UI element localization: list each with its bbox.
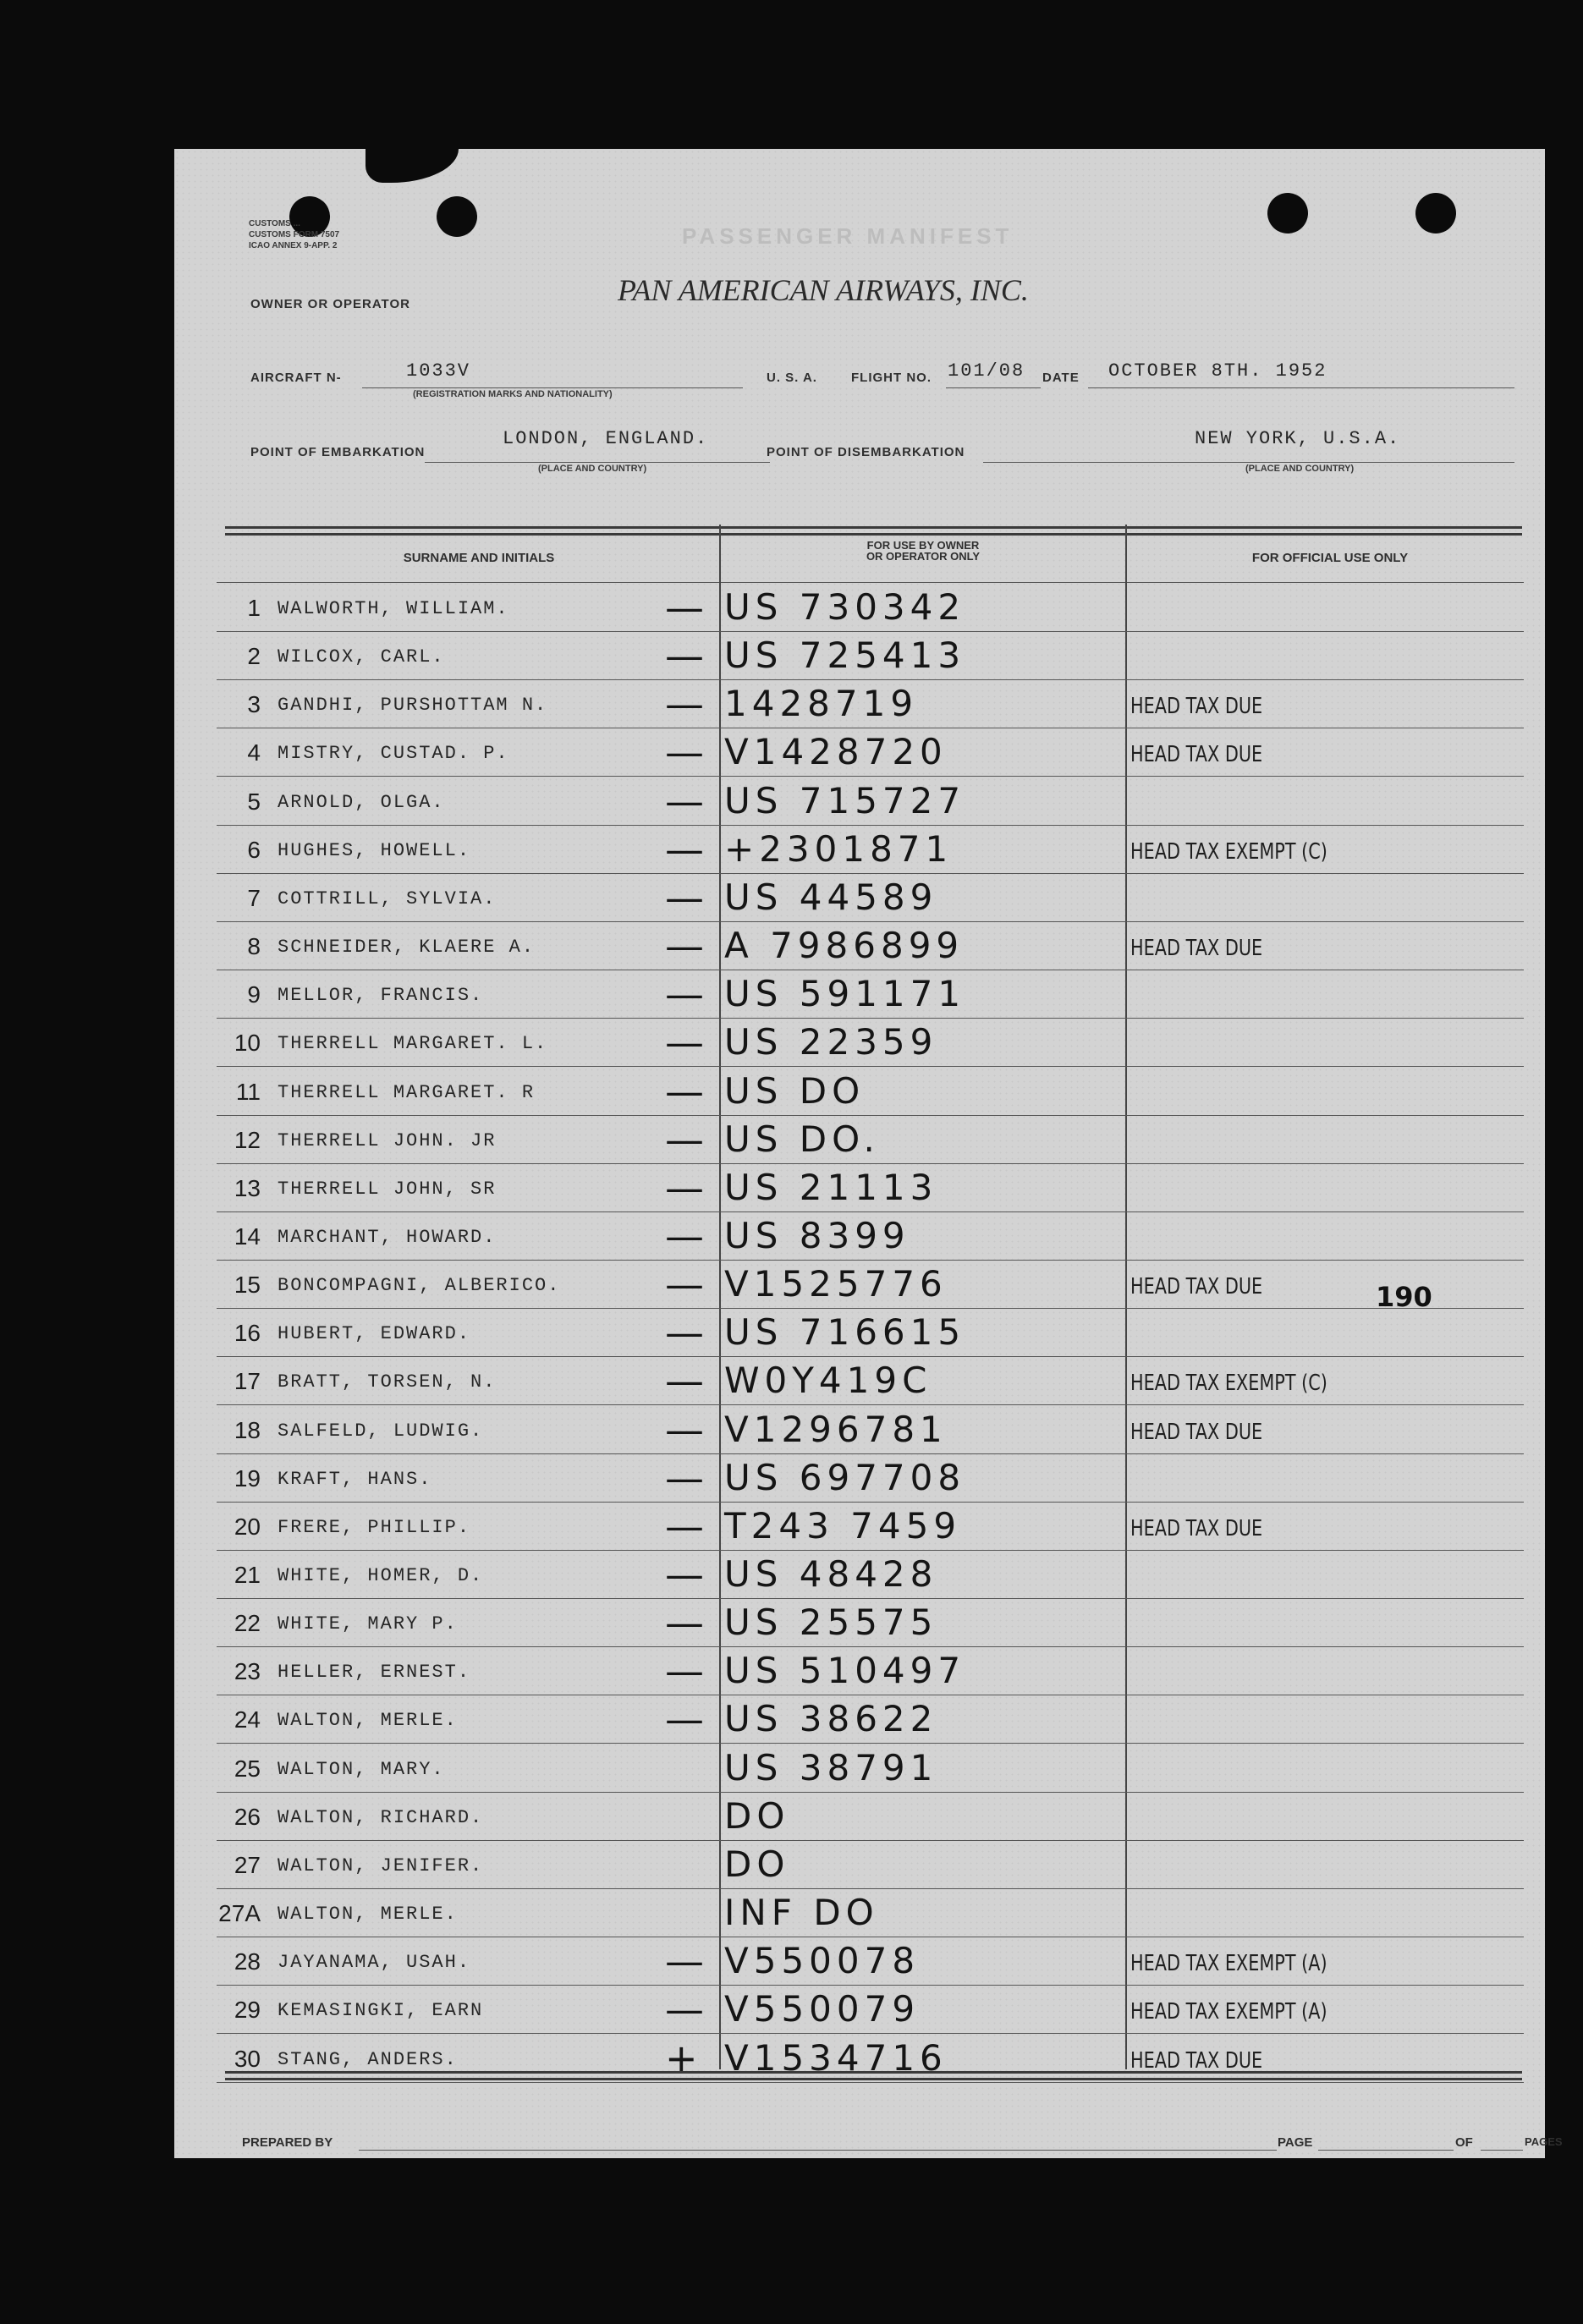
passport-number: V550078 xyxy=(724,1940,921,1982)
row-number: 6 xyxy=(247,836,261,863)
table-row xyxy=(217,728,1524,777)
row-number: 23 xyxy=(234,1658,261,1685)
aircraft-value: 1033V xyxy=(406,360,471,382)
handwritten-check-mark: — xyxy=(665,777,704,824)
table-row xyxy=(217,583,1524,632)
form-title: PASSENGER MANIFEST xyxy=(682,223,1014,249)
passenger-name: WHITE, MARY P. xyxy=(278,1613,458,1635)
passenger-name: THERRELL MARGARET. R xyxy=(278,1081,536,1103)
row-number: 20 xyxy=(234,1513,261,1540)
date-label: DATE xyxy=(1042,371,1080,385)
registration-caption: (REGISTRATION MARKS AND NATIONALITY) xyxy=(413,389,613,399)
passport-number: V1296781 xyxy=(724,1408,948,1450)
col-header-owner-use-line1: FOR USE BY OWNER xyxy=(866,539,980,552)
form-ref-line2: CUSTOMS FORM 7507 xyxy=(249,230,340,239)
table-row xyxy=(217,970,1524,1019)
passenger-name: WALWORTH, WILLIAM. xyxy=(278,598,509,619)
passport-number: US 38622 xyxy=(724,1698,938,1740)
handwritten-check-mark: — xyxy=(665,1454,704,1501)
table-row xyxy=(217,777,1524,826)
embarkation-caption: (PLACE AND COUNTRY) xyxy=(538,464,647,474)
row-number: 18 xyxy=(234,1416,261,1443)
table-row xyxy=(217,1018,1524,1067)
passenger-name: THERRELL JOHN. JR xyxy=(278,1129,497,1151)
flight-line xyxy=(946,387,1041,388)
passport-number: T243 7459 xyxy=(724,1504,962,1547)
handwritten-check-mark: — xyxy=(665,1648,704,1695)
row-number: 27 xyxy=(234,1851,261,1878)
passenger-name: HUGHES, HOWELL. xyxy=(278,839,471,861)
row-number: 17 xyxy=(234,1368,261,1395)
passport-number: US 716615 xyxy=(724,1311,966,1354)
official-note: HEAD TAX EXEMPT (C) xyxy=(1130,1371,1327,1397)
col-header-official: FOR OFFICIAL USE ONLY xyxy=(1251,551,1409,565)
handwritten-check-mark: — xyxy=(665,1164,704,1211)
row-number: 11 xyxy=(235,1078,261,1105)
passport-number: US 21113 xyxy=(724,1166,938,1208)
passport-number: US 697708 xyxy=(724,1456,966,1498)
passenger-name: STANG, ANDERS. xyxy=(278,2048,458,2070)
flight-value: 101/08 xyxy=(948,360,1025,382)
handwritten-check-mark: — xyxy=(665,1261,704,1308)
table-row xyxy=(217,1888,1524,1937)
passport-number: +2301871 xyxy=(724,827,954,870)
passport-number: DO xyxy=(724,1794,790,1837)
handwritten-check-mark: — xyxy=(665,874,704,920)
passport-number: US DO xyxy=(724,1069,866,1112)
row-number: 9 xyxy=(247,981,261,1008)
passenger-name: KEMASINGKI, EARN xyxy=(278,2000,484,2022)
table-row xyxy=(217,1598,1524,1647)
table-row xyxy=(217,1937,1524,1986)
date-line xyxy=(1088,387,1514,388)
col-header-owner-use-line2: OR OPERATOR ONLY xyxy=(866,550,981,563)
handwritten-check-mark: — xyxy=(665,1696,704,1743)
table-row xyxy=(217,1695,1524,1744)
prepared-by-label: PREPARED BY xyxy=(242,2135,333,2150)
page-label: PAGE xyxy=(1278,2135,1313,2150)
passenger-name: HELLER, ERNEST. xyxy=(278,1662,471,1684)
handwritten-check-mark: — xyxy=(665,585,704,630)
row-number: 25 xyxy=(234,1755,261,1782)
table-row xyxy=(217,1211,1524,1261)
passenger-name: WHITE, HOMER, D. xyxy=(278,1565,484,1586)
passenger-name: THERRELL JOHN, SR xyxy=(278,1178,497,1200)
table-row xyxy=(217,1646,1524,1695)
row-number: 5 xyxy=(247,788,261,815)
handwritten-check-mark: — xyxy=(665,1938,704,1985)
row-number: 2 xyxy=(247,643,261,670)
disembarkation-line xyxy=(983,462,1514,463)
punch-hole-far-right xyxy=(1415,193,1456,233)
passport-number: A 7986899 xyxy=(724,925,965,967)
official-note: HEAD TAX DUE xyxy=(1130,742,1263,768)
table-row xyxy=(217,1453,1524,1503)
passenger-name: THERRELL MARGARET. L. xyxy=(278,1033,548,1055)
row-number: 28 xyxy=(234,1948,261,1975)
row-number: 14 xyxy=(234,1222,261,1250)
handwritten-check-mark: — xyxy=(665,1019,704,1066)
airline-name: PAN AMERICAN AIRWAYS, INC. xyxy=(618,273,1029,307)
official-note: HEAD TAX DUE xyxy=(1130,1274,1263,1300)
row-number: 1 xyxy=(247,595,261,621)
handwritten-check-mark: — xyxy=(665,826,704,872)
usa-label: U. S. A. xyxy=(767,371,817,385)
row-number: 3 xyxy=(247,691,261,718)
table-row xyxy=(217,1067,1524,1116)
row-number: 26 xyxy=(234,1803,261,1830)
handwritten-check-mark: — xyxy=(665,1600,704,1646)
page-line xyxy=(1318,2150,1454,2151)
handwritten-check-mark: — xyxy=(665,729,704,776)
passport-number: INF DO xyxy=(724,1892,879,1934)
official-note: HEAD TAX EXEMPT (C) xyxy=(1130,838,1327,865)
of-label: OF xyxy=(1455,2135,1473,2150)
passport-number: V1534716 xyxy=(724,2036,948,2079)
passenger-name: WILCOX, CARL. xyxy=(278,646,445,668)
handwritten-check-mark: — xyxy=(665,633,704,679)
passenger-name: SCHNEIDER, KLAERE A. xyxy=(278,937,536,959)
passport-number: US 591171 xyxy=(724,973,966,1015)
date-value: OCTOBER 8TH. 1952 xyxy=(1108,360,1327,382)
embarkation-label: POINT OF EMBARKATION xyxy=(250,445,426,459)
row-number: 16 xyxy=(234,1320,261,1347)
row-number: 4 xyxy=(247,739,261,766)
table-row xyxy=(217,1840,1524,1889)
passport-number: V1428720 xyxy=(724,731,948,773)
aircraft-label: AIRCRAFT N- xyxy=(250,371,342,385)
passport-number: US 48428 xyxy=(724,1553,938,1595)
table-row xyxy=(217,1792,1524,1841)
embarkation-line xyxy=(425,462,770,463)
row-number: 30 xyxy=(234,2045,261,2072)
handwritten-check-mark: — xyxy=(665,1358,704,1404)
row-number: 12 xyxy=(234,1126,261,1153)
table-row xyxy=(217,1744,1524,1793)
passport-number: US 510497 xyxy=(724,1650,966,1692)
form-reference xyxy=(249,218,339,251)
official-note: HEAD TAX DUE xyxy=(1130,694,1263,720)
table-row xyxy=(217,1550,1524,1599)
passenger-name: BONCOMPAGNI, ALBERICO. xyxy=(278,1275,561,1297)
passport-number: US 44589 xyxy=(724,876,938,918)
passport-number: US 730342 xyxy=(724,586,966,628)
margin-note: 190 xyxy=(1376,1281,1432,1313)
official-note: HEAD TAX DUE xyxy=(1130,1419,1263,1445)
passport-number: US 38791 xyxy=(724,1746,938,1788)
table-top-rule xyxy=(225,526,1522,536)
col-header-surname: SURNAME AND INITIALS xyxy=(403,551,555,565)
embarkation-value: LONDON, ENGLAND. xyxy=(503,428,709,449)
table-row xyxy=(217,1356,1524,1405)
table-row xyxy=(217,921,1524,970)
disembarkation-caption: (PLACE AND COUNTRY) xyxy=(1245,464,1355,474)
row-number: 27A xyxy=(218,1900,261,1927)
pages-label: PAGES xyxy=(1525,2135,1563,2148)
handwritten-check-mark: — xyxy=(665,1212,704,1259)
passenger-name: BRATT, TORSEN, N. xyxy=(278,1371,497,1393)
table-row xyxy=(217,825,1524,874)
passport-number: 1428719 xyxy=(724,683,919,725)
table-bottom-rule xyxy=(225,2071,1522,2080)
punch-hole-right xyxy=(1267,193,1308,233)
row-number: 22 xyxy=(234,1610,261,1637)
passenger-name: WALTON, RICHARD. xyxy=(278,1806,484,1828)
row-number: 10 xyxy=(234,1030,261,1057)
row-number: 7 xyxy=(247,884,261,911)
official-note: HEAD TAX EXEMPT (A) xyxy=(1130,1951,1327,1977)
passenger-name: JAYANAMA, USAH. xyxy=(278,1952,471,1974)
handwritten-check-mark: — xyxy=(665,971,704,1018)
manifest-sheet xyxy=(174,149,1563,2158)
punch-hole-middle xyxy=(437,196,477,237)
passport-number: V550079 xyxy=(724,1988,921,2030)
passenger-name: MARCHANT, HOWARD. xyxy=(278,1226,497,1248)
handwritten-check-mark: — xyxy=(665,1552,704,1597)
passport-number: W0Y419C xyxy=(724,1360,932,1402)
passport-number: US 715727 xyxy=(724,779,966,821)
passenger-name: KRAFT, HANS. xyxy=(278,1468,432,1490)
handwritten-check-mark: — xyxy=(665,681,704,728)
table-row xyxy=(217,1985,1524,2034)
table-row xyxy=(217,1502,1524,1551)
official-note: HEAD TAX DUE xyxy=(1130,1515,1263,1541)
passport-number: US 725413 xyxy=(724,635,966,677)
disembarkation-label: POINT OF DISEMBARKATION xyxy=(767,445,965,459)
official-note: HEAD TAX DUE xyxy=(1130,2047,1263,2074)
passenger-name: WALTON, MERLE. xyxy=(278,1710,458,1732)
form-ref-line3: ICAO ANNEX 9-APP. 2 xyxy=(249,241,338,250)
passenger-name: HUBERT, EDWARD. xyxy=(278,1323,471,1345)
row-number: 19 xyxy=(234,1464,261,1492)
passenger-name: COTTRILL, SYLVIA. xyxy=(278,887,497,909)
passenger-name: ARNOLD, OLGA. xyxy=(278,791,445,813)
aircraft-line xyxy=(362,387,743,388)
handwritten-check-mark: — xyxy=(665,923,704,970)
handwritten-check-mark: — xyxy=(665,1406,704,1453)
table-row xyxy=(217,679,1524,728)
torn-corner xyxy=(366,149,459,183)
handwritten-check-mark: — xyxy=(665,1068,704,1114)
owner-operator-label: OWNER OR OPERATOR xyxy=(250,297,410,311)
handwritten-check-mark: — xyxy=(665,1116,704,1162)
passenger-name: SALFELD, LUDWIG. xyxy=(278,1420,484,1442)
passenger-name: GANDHI, PURSHOTTAM N. xyxy=(278,695,548,717)
table-row xyxy=(217,1308,1524,1357)
passenger-name: WALTON, MARY. xyxy=(278,1758,445,1780)
flight-label: FLIGHT NO. xyxy=(851,371,932,385)
passport-number: V1525776 xyxy=(724,1263,948,1305)
table-row xyxy=(217,631,1524,680)
row-number: 24 xyxy=(234,1706,261,1733)
handwritten-check-mark: — xyxy=(665,1503,704,1549)
table-row xyxy=(217,873,1524,922)
row-number: 8 xyxy=(247,933,261,960)
passport-number: US 8399 xyxy=(724,1214,910,1256)
row-number: 15 xyxy=(234,1272,261,1299)
disembarkation-value: NEW YORK, U.S.A. xyxy=(1195,428,1401,449)
table-row xyxy=(217,1260,1524,1309)
of-line xyxy=(1481,2150,1523,2151)
table-row xyxy=(217,1163,1524,1212)
passport-number: US 25575 xyxy=(724,1602,938,1644)
row-number: 29 xyxy=(234,1997,261,2024)
passenger-name: MISTRY, CUSTAD. P. xyxy=(278,743,509,765)
prepared-by-line xyxy=(359,2150,1277,2151)
handwritten-check-mark: + xyxy=(665,2035,698,2081)
form-ref-line1: CUSTOMS ... xyxy=(249,219,300,228)
passport-number: DO xyxy=(724,1843,790,1885)
col-header-owner-use xyxy=(719,540,1127,562)
official-note: HEAD TAX EXEMPT (A) xyxy=(1130,1999,1327,2025)
passenger-name: WALTON, MERLE. xyxy=(278,1904,458,1926)
passenger-name: WALTON, JENIFER. xyxy=(278,1854,484,1876)
handwritten-check-mark: — xyxy=(665,1310,704,1356)
passport-number: US 22359 xyxy=(724,1021,938,1063)
table-row xyxy=(217,1405,1524,1454)
official-note: HEAD TAX DUE xyxy=(1130,936,1263,962)
handwritten-check-mark: — xyxy=(665,1986,704,2033)
row-number: 21 xyxy=(234,1562,261,1588)
row-number: 13 xyxy=(234,1174,261,1201)
passport-number: US DO. xyxy=(724,1118,880,1160)
passenger-name: MELLOR, FRANCIS. xyxy=(278,985,484,1007)
table-row xyxy=(217,1115,1524,1164)
passenger-name: FRERE, PHILLIP. xyxy=(278,1516,471,1538)
